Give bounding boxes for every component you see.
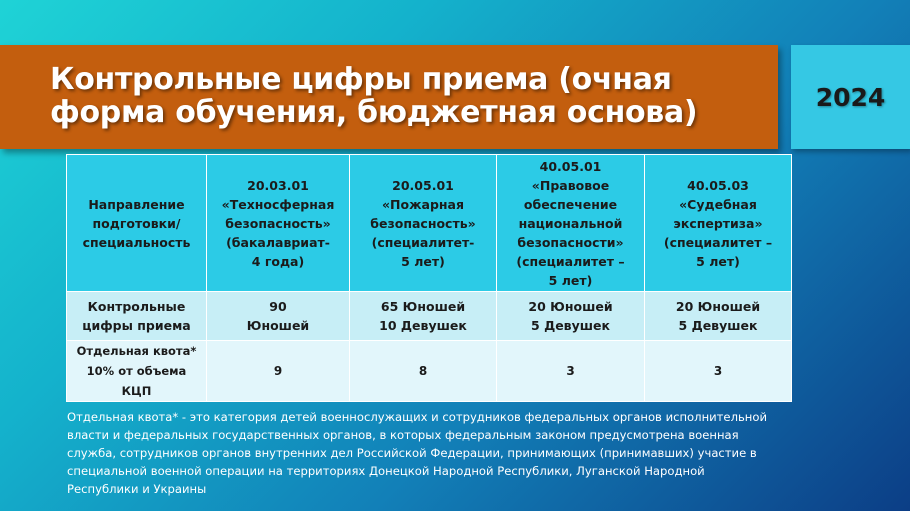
cell-line: Отдельная квота* — [76, 344, 197, 358]
cell-line: Направление — [88, 196, 185, 212]
footnote-line: служба, сотрудников органов внутренних дел Российской Федерации, принимающих (принимавших) участие в — [67, 446, 757, 460]
cell-line: (специалитет – — [663, 234, 773, 250]
cell-line: «Техносферная — [221, 196, 335, 212]
cell-line: специальность — [82, 234, 191, 250]
table-cell — [497, 341, 645, 402]
header-cell-fire-safety — [350, 155, 497, 292]
header-cell-technosphere-safety — [207, 155, 350, 292]
cell-line: 5 Девушек — [531, 318, 610, 333]
table-cell — [645, 292, 792, 341]
row-label-separate-quota — [67, 341, 207, 402]
cell-line: Контрольные — [87, 299, 186, 314]
cell-line: цифры приема — [82, 318, 191, 333]
cell-line: подготовки/ — [92, 215, 181, 231]
cell-line: «Судебная — [679, 196, 757, 212]
cell-line: 20.03.01 — [247, 177, 309, 193]
cell-line: безопасности» — [517, 234, 624, 250]
cell-line: (бакалавриат- — [226, 234, 330, 250]
year-label: 2024 — [815, 82, 886, 112]
cell-line: 10% от объема КЦП — [86, 364, 187, 398]
cell-line: 5 лет) — [401, 253, 445, 269]
footnote-line: Отдельная квота* - это категория детей военнослужащих и сотрудников федеральных органов исполнительной — [67, 410, 768, 424]
row-label-control-figures — [67, 292, 207, 341]
table-cell — [645, 341, 792, 402]
cell-line: «Правовое — [531, 177, 610, 193]
slide-title-line: Контрольные цифры приема (очная — [50, 62, 672, 97]
cell-line: 8 — [418, 364, 428, 378]
header-cell-direction — [67, 155, 207, 292]
table-cell — [207, 341, 350, 402]
cell-line: 3 — [566, 364, 575, 378]
admission-quota-table — [66, 154, 792, 402]
table-cell — [350, 292, 497, 341]
slide-title — [50, 63, 750, 129]
table-cell — [350, 341, 497, 402]
cell-line: безопасность» — [225, 215, 331, 231]
cell-line: 10 Девушек — [379, 318, 467, 333]
footnote-line: специальной военной операции на территориях Донецкой Народной Республики, Луганской Народной — [67, 464, 705, 478]
header-cell-national-security-law — [497, 155, 645, 292]
year-box — [791, 45, 910, 149]
table-row-control-figures — [67, 292, 792, 341]
cell-line: обеспечение — [523, 196, 618, 212]
cell-line: безопасность» — [370, 215, 476, 231]
cell-line: 20.05.01 — [392, 177, 454, 193]
cell-line: (специалитет- — [371, 234, 475, 250]
cell-line: экспертиза» — [673, 215, 763, 231]
cell-line: 9 — [273, 364, 283, 378]
cell-line: 5 лет) — [696, 253, 740, 269]
cell-line: 3 — [713, 364, 723, 378]
cell-line: 90 — [269, 299, 287, 314]
table-row-separate-quota — [67, 341, 792, 402]
header-cell-forensic-expertise — [645, 155, 792, 292]
cell-line: 5 лет) — [548, 272, 593, 288]
cell-line: 40.05.03 — [687, 177, 749, 193]
footnote — [67, 408, 877, 498]
cell-line: Юношей — [246, 318, 310, 333]
cell-line: национальной — [518, 215, 623, 231]
cell-line: (специалитет – — [516, 253, 625, 269]
cell-line: «Пожарная — [381, 196, 465, 212]
cell-line: 65 Юношей — [380, 299, 466, 314]
table-cell — [497, 292, 645, 341]
cell-line: 20 Юношей — [528, 299, 613, 314]
footnote-line: власти и федеральных государственных органов, в которых федеральным законом предусмотрена военная — [67, 428, 739, 442]
cell-line: 5 Девушек — [678, 318, 758, 333]
footnote-line: Республики и Украины — [67, 482, 207, 496]
table-cell — [207, 292, 350, 341]
cell-line: 4 года) — [251, 253, 305, 269]
cell-line: 20 Юношей — [675, 299, 761, 314]
title-bar — [0, 45, 778, 149]
slide-title-line: форма обучения, бюджетная основа) — [50, 95, 698, 130]
cell-line: 40.05.01 — [539, 158, 602, 174]
table-header-row — [67, 155, 792, 292]
